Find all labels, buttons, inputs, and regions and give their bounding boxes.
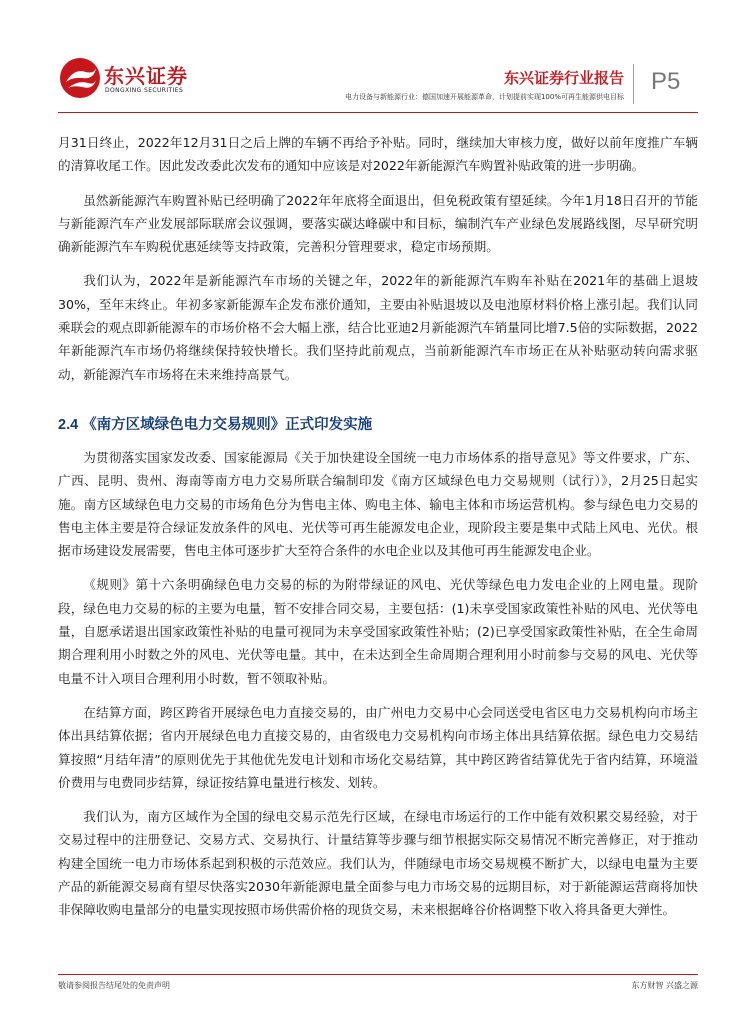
report-title: 东兴证券行业报告 xyxy=(503,69,624,87)
report-body xyxy=(58,131,698,922)
footer-disclaimer: 敬请参阅报告结尾处的免责声明 xyxy=(58,981,170,990)
footer-slogan: 东方财智 兴盛之源 xyxy=(631,981,698,990)
paragraph-4: 为贯彻落实国家发改委、国家能源局《关于加快建设全国统一电力市场体系的指导意见》等文件要求，广东、广西、昆明、贵州、海南等南方电力交易所联合编制印发《南方区域绿色电力交易规则（试行）》，2月25日起实施。南方区域绿色电力交易的市场角色分为售电主体、购电主体、输电主体和市场运营机构。参与绿色电力交易的售电主体主要是符合绿证发放条件的风电、光伏等可再生能源发电企业，现阶段主要是集中式陆上风电、光伏。根据市场建设发展需要，售电主体可逐步扩大至符合条件的水电企业以及其他可再生能源发电企业。 xyxy=(58,449,698,559)
paragraph-6: 在结算方面，跨区跨省开展绿色电力直接交易的，由广州电力交易中心会同送受电省区电力交易机构向市场主体出具结算依据；省内开展绿色电力直接交易的，由省级电力交易机构向市场主体出具结算依据。绿色电力交易结算按照“月结年清”的原则优先于其他优先发电计划和市场化交易结算，其中跨区跨省结算优先于省内结算，环境溢价费用与电费同步结算，绿证按结算电量进行核发、划转。 xyxy=(58,704,698,790)
company-logo xyxy=(58,56,190,102)
report-subtitle: 电力设备与新能源行业：德国加速开展能源革命，计划提前实现100%可再生能源供电目标 xyxy=(344,93,624,101)
paragraph-7: 我们认为，南方区域作为全国的绿电交易示范先行区域，在绿电市场运行的工作中能有效积累交易经验，对于交易过程中的注册登记、交易方式、交易执行、计量结算等步骤与细节根据实际交易情况不断完善修正，对于推动构建全国统一电力市场体系起到积极的示范效应。我们认为，伴随绿电市场交易规模不断扩大，以绿电电量为主要产品的新能源交易商有望尽快落实2030年新能源电量全面参与电力市场交易的远期目标，对于新能源运营商将加快非保障收购电量部分的电量实现按照市场供需价格的现货交易，未来根据峰谷价格调整下收入将具备更大弹性。 xyxy=(58,809,698,918)
paragraph-3: 我们认为，2022年是新能源汽车市场的关键之年，2022年的新能源汽车购车补贴在2021年的基础上退坡30%，至年末终止。年初多家新能源车企发布涨价通知，主要由补贴退坡以及电池原材料价格上涨引起。我们认同乘联会的观点即新能源车的市场价格不会大幅上涨，结合比亚迪2月新能源汽车销量同比增7.5倍的实际数据，2022年新能源汽车市场仍将继续保持较快增长。我们坚持此前观点，当前新能源汽车市场正在从补贴驱动转向需求驱动，新能源汽车市场将在未来维持高景气。 xyxy=(58,273,698,382)
paragraph-5: 《规则》第十六条明确绿色电力交易的标的为附带绿证的风电、光伏等绿色电力发电企业的上网电量。现阶段，绿色电力交易的标的主要为电量，暂不安排合同交易，主要包括：(1)未享受国家政策性补贴的风电、光伏等电量，自愿承诺退出国家政策性补贴的电量可视同为未享受国家政策性补贴；(2)已享受国家政策性补贴，在全生命周期合理利用小时数之外的风电、光伏等电量。其中，在未达到全生命周期合理利用小时前参与交易的风电、光伏等电量不计入项目合理利用小时数，暂不领取补贴。 xyxy=(58,577,698,686)
section-heading: 2.4 《南方区域绿色电力交易规则》正式印发实施 xyxy=(58,416,373,433)
logo-emblem-icon xyxy=(58,56,102,100)
footer-rule xyxy=(58,974,698,975)
page-number: P5 xyxy=(651,68,681,95)
logo-text: 东兴证券 xyxy=(104,64,188,88)
page-header xyxy=(0,0,755,118)
paragraph-2: 虽然新能源汽车购置补贴已经明确了2022年年底将全面退出，但免税政策有望延续。今年1月18日召开的节能与新能源汽车产业发展部际联席会议强调，要落实碳达峰碳中和目标，编制汽车产业绿色发展路线图，尽早研究明确新能源汽车车购税优惠延续等支持政策，完善积分管理要求，稳定市场预期。 xyxy=(58,192,698,255)
header-rule xyxy=(58,112,698,113)
paragraph-1: 月31日终止，2022年12月31日之后上牌的车辆不再给予补贴。同时，继续加大审核力度，做好以前年度推广车辆的清算收尾工作。因此发改委此次发布的通知中应该是对2022年新能源汽车购置补贴政策的进一步明确。 xyxy=(58,135,698,174)
header-divider xyxy=(633,64,634,104)
logo-subtext: DONGXING SECURITIES xyxy=(105,87,184,94)
